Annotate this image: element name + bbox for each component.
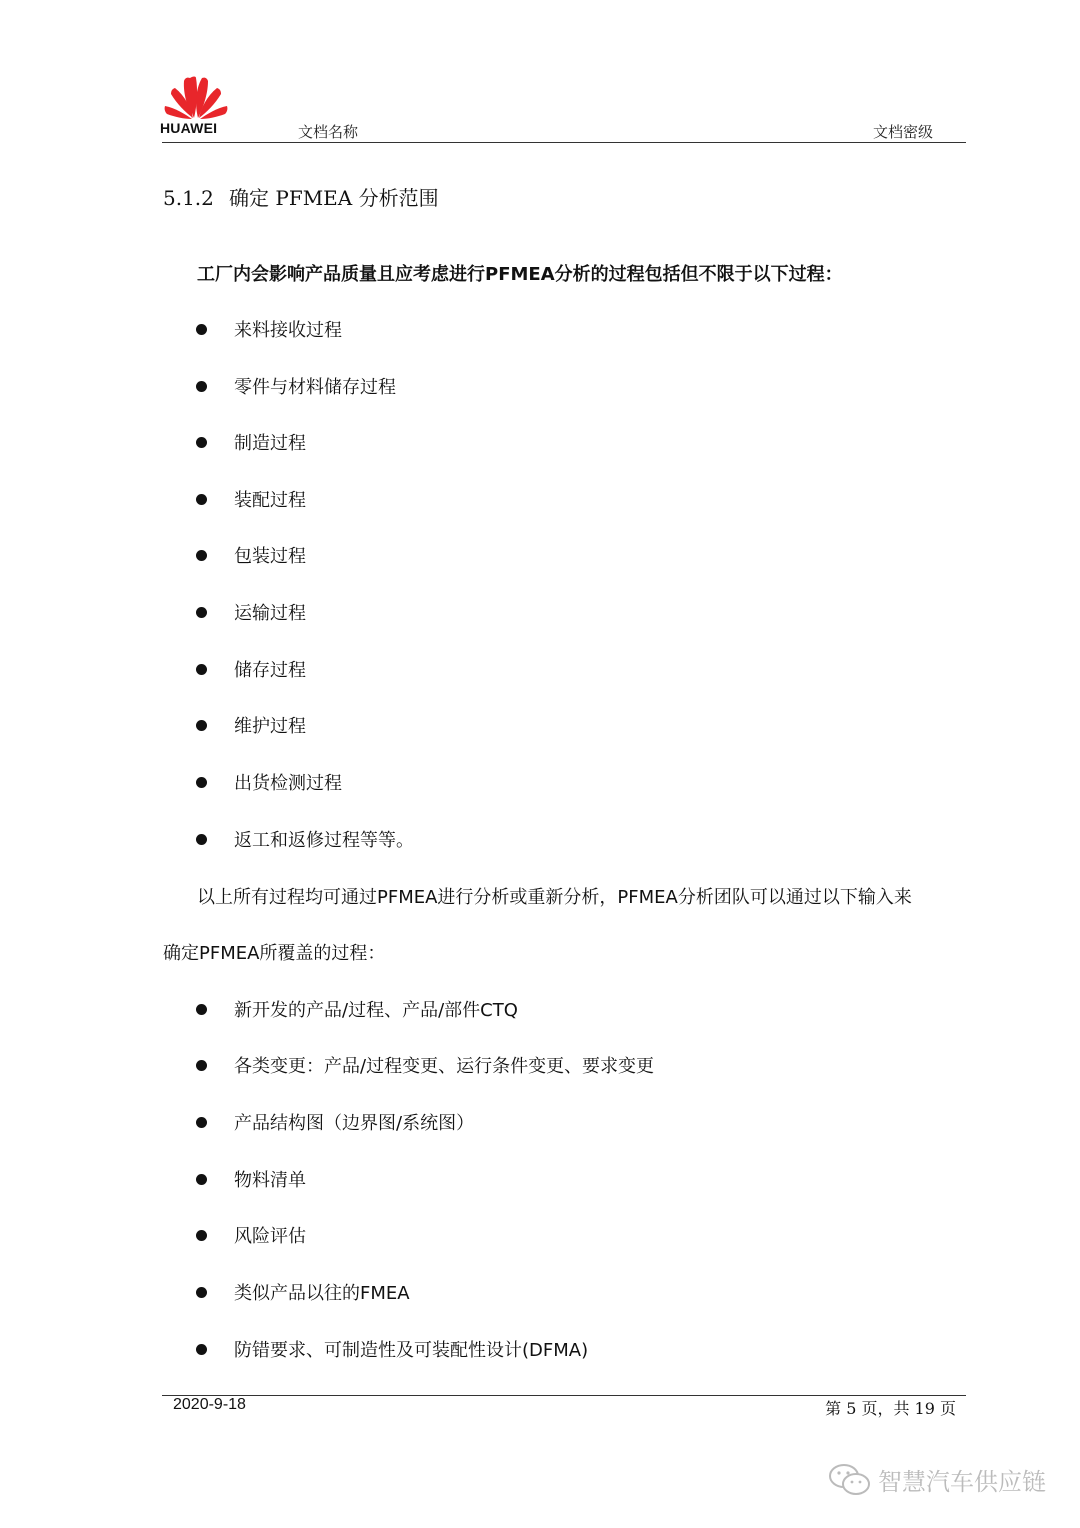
bullet-icon xyxy=(196,607,207,618)
bullet-icon xyxy=(196,834,207,845)
bullet-icon xyxy=(196,1287,207,1298)
list-item: 维护过程 xyxy=(196,710,306,740)
list-item: 产品结构图（边界图/系统图） xyxy=(196,1107,474,1137)
paragraph-line-1: 以上所有过程均可通过PFMEA进行分析或重新分析，PFMEA分析团队可以通过以下输入来 xyxy=(197,887,912,908)
bullet-icon xyxy=(196,1060,207,1071)
list-item: 储存过程 xyxy=(196,654,306,684)
bullet-icon xyxy=(196,381,207,392)
watermark xyxy=(828,1462,1046,1497)
bullet-icon xyxy=(196,1004,207,1015)
intro-statement: 工厂内会影响产品质量且应考虑进行PFMEA分析的过程包括但不限于以下过程： xyxy=(197,264,843,285)
bullet-icon xyxy=(196,494,207,505)
header-divider xyxy=(162,142,966,143)
list-item: 风险评估 xyxy=(196,1220,306,1250)
footer-date: 2020-9-18 xyxy=(173,1396,246,1413)
footer-page-number: 第 5 页，共 19 页 xyxy=(825,1399,956,1418)
list-item: 零件与材料储存过程 xyxy=(196,371,396,401)
bullet-icon xyxy=(196,1230,207,1241)
list-item: 新开发的产品/过程、产品/部件CTQ xyxy=(196,994,518,1024)
huawei-petals-icon xyxy=(163,72,229,120)
bullet-icon xyxy=(196,550,207,561)
document-classification-label: 文档密级 xyxy=(872,123,933,141)
list-item: 防错要求、可制造性及可装配性设计(DFMA) xyxy=(196,1334,588,1364)
bullet-icon xyxy=(196,324,207,335)
list-item: 类似产品以往的FMEA xyxy=(196,1277,410,1307)
section-heading xyxy=(163,182,439,211)
watermark-text: 智慧汽车供应链 xyxy=(878,1468,1046,1496)
section-title: 确定 PFMEA 分析范围 xyxy=(229,186,439,210)
list-item: 返工和返修过程等等。 xyxy=(196,824,414,854)
wechat-icon xyxy=(828,1463,872,1497)
list-item: 装配过程 xyxy=(196,484,306,514)
list-item: 出货检测过程 xyxy=(196,767,342,797)
list-item: 运输过程 xyxy=(196,597,306,627)
bullet-icon xyxy=(196,720,207,731)
huawei-logo xyxy=(160,72,232,140)
paragraph-line-2: 确定PFMEA所覆盖的过程： xyxy=(163,943,386,964)
bullet-icon xyxy=(196,777,207,788)
bullet-icon xyxy=(196,1117,207,1128)
bullet-icon xyxy=(196,664,207,675)
bullet-icon xyxy=(196,437,207,448)
list-item: 包装过程 xyxy=(196,540,306,570)
logo-wordmark: HUAWEI xyxy=(160,120,218,136)
document-name-label: 文档名称 xyxy=(298,123,359,141)
list-item: 各类变更：产品/过程变更、运行条件变更、要求变更 xyxy=(196,1050,654,1080)
section-number: 5.1.2 xyxy=(163,186,214,210)
list-item: 来料接收过程 xyxy=(196,314,342,344)
bullet-icon xyxy=(196,1344,207,1355)
list-item: 物料清单 xyxy=(196,1164,306,1194)
bullet-icon xyxy=(196,1174,207,1185)
list-item: 制造过程 xyxy=(196,427,306,457)
